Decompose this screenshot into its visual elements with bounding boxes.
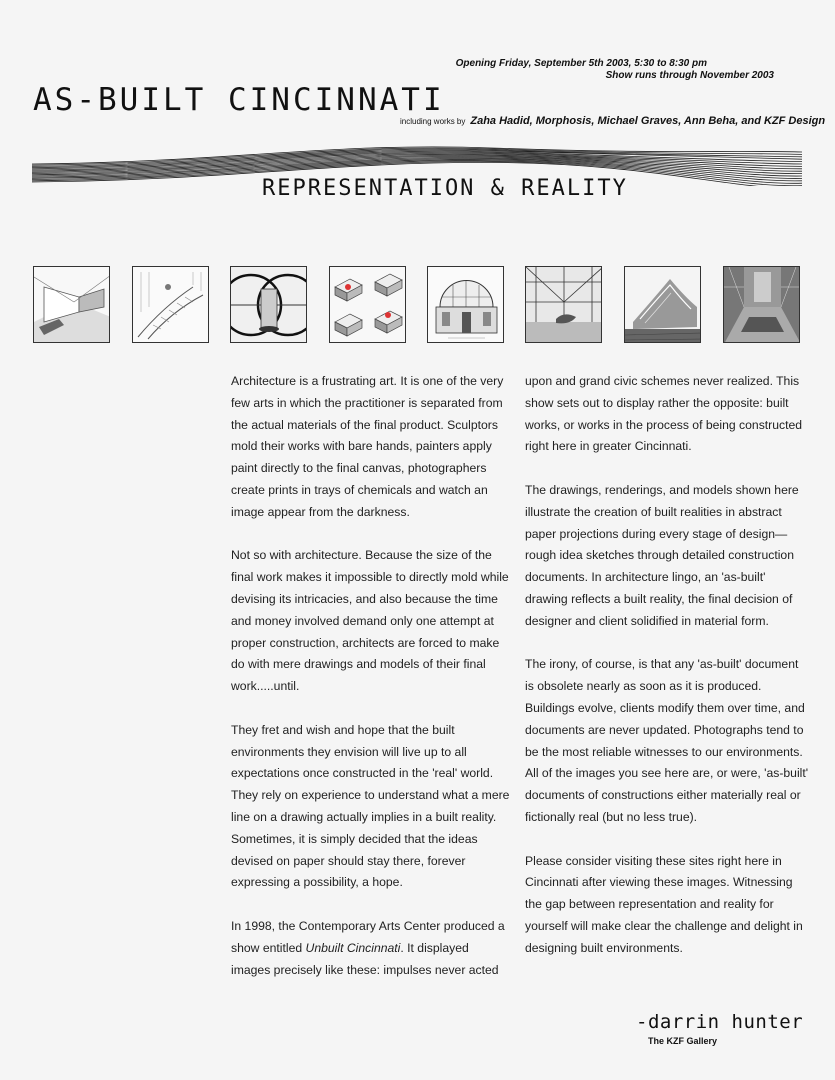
circular-frame-figure-icon [230,266,307,343]
hall-interior-photo-icon [723,266,800,343]
curved-building-photo-icon [624,266,701,343]
paragraph-text: In 1998, the Contemporary Arts Center produced a show entitled [231,918,505,955]
architect-names: Zaha Hadid, Morphosis, Michael Graves, Ann Beha, and KZF Design [470,115,826,127]
page-title: AS-BUILT CINCINNATI [33,82,445,118]
paragraph: Architecture is a frustrating art. It is one of the very few arts in which the practitioner is separated from the actual materials of the final product. Sculptors mold their works with bare hands, painters apply paint directly to the final canvas, photographers create prints in trays of chemicals and watch an image appear from the darkness. [231,374,504,519]
isometric-models-icon [329,266,406,343]
including-works [400,115,825,127]
show-title: Unbuilt Cincinnati [305,940,401,955]
paragraph: Please consider visiting these sites right here in Cincinnati after viewing these images. Witnessing the gap between representation and reality for yourself will make clear the challenge and delight in designing built environments. [525,853,803,955]
paragraph-text: . It displayed images precisely like these: impulses never acted [231,940,499,977]
building-facade-icon [427,266,504,343]
page-subtitle: REPRESENTATION & REALITY [262,176,628,201]
opening-date: Opening Friday, September 5th 2003, 5:30 to 8:30 pm [455,58,707,69]
interior-perspective-icon [33,266,110,343]
body-column-right [525,371,810,981]
paragraph: The irony, of course, is that any 'as-built' document is obsolete nearly as soon as it is produced. Buildings evolve, clients modify them over time, and documents are never updated. Photographs tend to be the most reliable witnesses to our environments. All of the images you see here are, or were, 'as-built' documents of constructions either materially real or fictionally real (but no less true). [525,657,809,824]
paragraph: They fret and wish and hope that the built environments they envision will live up to all expectations once constructed in the 'real' world. They rely on experience to understand what a mere line on a drawing actually implies in a built reality. Sometimes, it is simply decided that the ideas devised on paper should stay there, forever expressing a possibility, a hope. [231,722,510,890]
paragraph: The drawings, renderings, and models shown here illustrate the creation of built realities in abstract paper projections during every stage of design—rough idea sketches through detailed construction documents. In architecture lingo, an 'as-built' drawing reflects a built reality, the final decision of designer and client solidified in material form. [525,482,799,628]
thumbnail-strip [33,266,803,344]
paragraph: upon and grand civic schemes never realized. This show sets out to display rather the opposite: built works, or works in the process of being constructed right here in greater Cincinnati. [525,374,803,454]
show-run-dates: Show runs through November 2003 [605,70,774,81]
paragraph: Not so with architecture. Because the size of the final work makes it impossible to directly mold while devising its intricacies, and also because the time and money involved demand only one attempt at proper construction, architects are forced to make do with mere drawings and models of their final work.....until. [231,548,509,694]
gallery-name: The KZF Gallery [648,1036,718,1046]
staircase-sketch-icon [132,266,209,343]
paragraph [231,916,511,981]
body-column-left [231,371,511,1003]
atrium-interior-icon [525,266,602,343]
author-signature: -darrin hunter [636,1011,804,1033]
including-label: including works by [400,117,466,126]
